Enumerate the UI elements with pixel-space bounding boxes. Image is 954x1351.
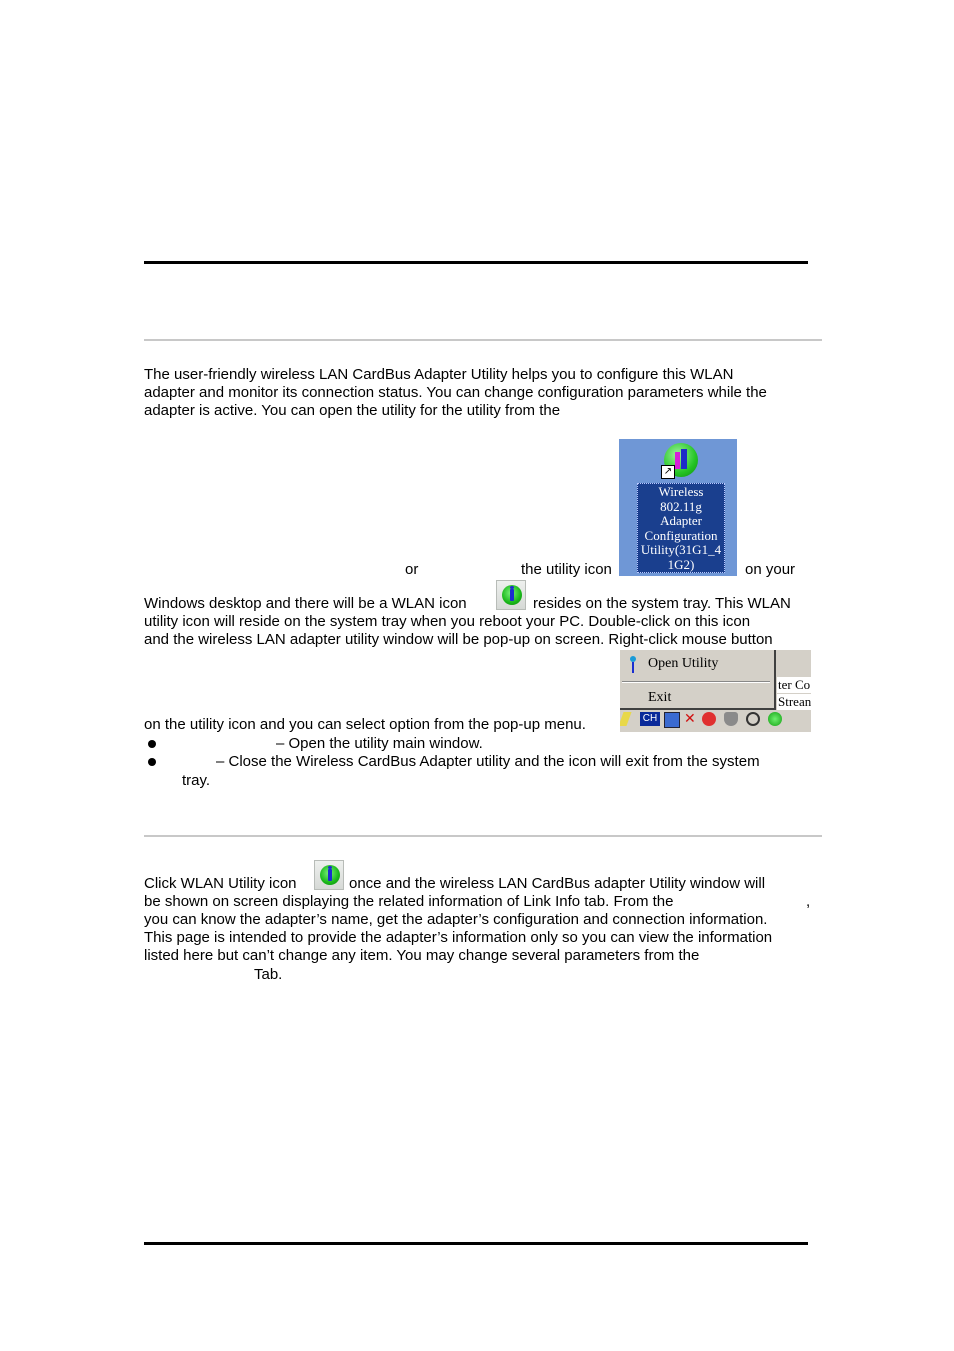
pencil-icon [620, 712, 632, 726]
arrows-icon [746, 712, 760, 726]
tray-line-b: resides on the system tray. This WLAN [533, 595, 791, 612]
sec2-line-b: once and the wireless LAN CardBus adapter Utility window will [349, 875, 766, 892]
menu-separator [622, 681, 770, 683]
or-text: or [405, 561, 419, 578]
header-rule [144, 261, 808, 264]
tray-line-a: Windows desktop and there will be a WLAN icon [144, 595, 467, 612]
menu-item-exit[interactable]: Exit [648, 690, 672, 705]
wlan-utility-icon[interactable] [314, 860, 344, 890]
sec2-line-2: you can know the adapter’s name, get the adapter’s configuration and connection information. [144, 911, 768, 928]
wlan-tray-icon-small[interactable] [768, 712, 782, 726]
blocked-icon [702, 712, 716, 726]
context-menu [620, 650, 776, 710]
sec2-line-1: be shown on screen displaying the related information of Link Info tab. From the [144, 893, 674, 910]
sec2-line-3: This page is intended to provide the adapter’s information only so you can view the information [144, 929, 773, 946]
bullet-dot [148, 758, 156, 766]
utility-icon-text: the utility icon [521, 561, 612, 578]
bullet-dot [148, 740, 156, 748]
intro-line-3: adapter is active. You can open the utility for the utility from the [144, 402, 561, 419]
sec2-tab-word: Tab. [254, 966, 283, 983]
para-line-2: and the wireless LAN adapter utility window will be pop-up on screen. Right-click mouse button [144, 631, 773, 648]
popup-line: on the utility icon and you can select option from the pop-up menu. [144, 716, 586, 733]
background-window-text: Strean [777, 694, 811, 710]
shield-icon [724, 712, 738, 726]
context-menu-screenshot [620, 650, 811, 732]
desktop-shortcut-screenshot [619, 439, 737, 576]
para-line-1: utility icon will reside on the system tray when you reboot your PC. Double-click on this icon [144, 613, 751, 630]
intro-line-1: The user-friendly wireless LAN CardBus Adapter Utility helps you to configure this WLAN [144, 366, 734, 383]
shortcut-arrow-icon: ↗ [661, 465, 675, 479]
sec2-line-4: listed here but can’t change any item. You may change several parameters from the [144, 947, 700, 964]
desktop-shortcut-caption: Wireless 802.11g Adapter Configuration Utility(31G1_4 1G2) [637, 483, 725, 573]
bullet-exit: – Close the Wireless CardBus Adapter utility and the icon will exit from the system [216, 753, 760, 770]
system-tray [620, 710, 811, 732]
wlan-tray-icon[interactable] [496, 580, 526, 610]
network-error-icon: ✕ [684, 711, 696, 727]
sec2-comma: , [806, 893, 811, 910]
bullet-exit-cont: tray. [182, 772, 211, 789]
bullet-open-utility: – Open the utility main window. [276, 735, 483, 752]
footer-rule [144, 1242, 808, 1245]
on-your-text: on your [745, 561, 796, 578]
section1-rule [144, 339, 822, 341]
language-indicator: CH [640, 712, 660, 726]
background-window-text: ter Co [777, 677, 811, 693]
open-utility-icon [627, 656, 639, 674]
monitor-icon [664, 712, 680, 728]
section2-rule [144, 835, 822, 837]
intro-line-2: adapter and monitor its connection status. You can change configuration parameters while the [144, 384, 767, 401]
menu-item-open-utility[interactable]: Open Utility [648, 656, 719, 671]
sec2-line-a: Click WLAN Utility icon [144, 875, 297, 892]
